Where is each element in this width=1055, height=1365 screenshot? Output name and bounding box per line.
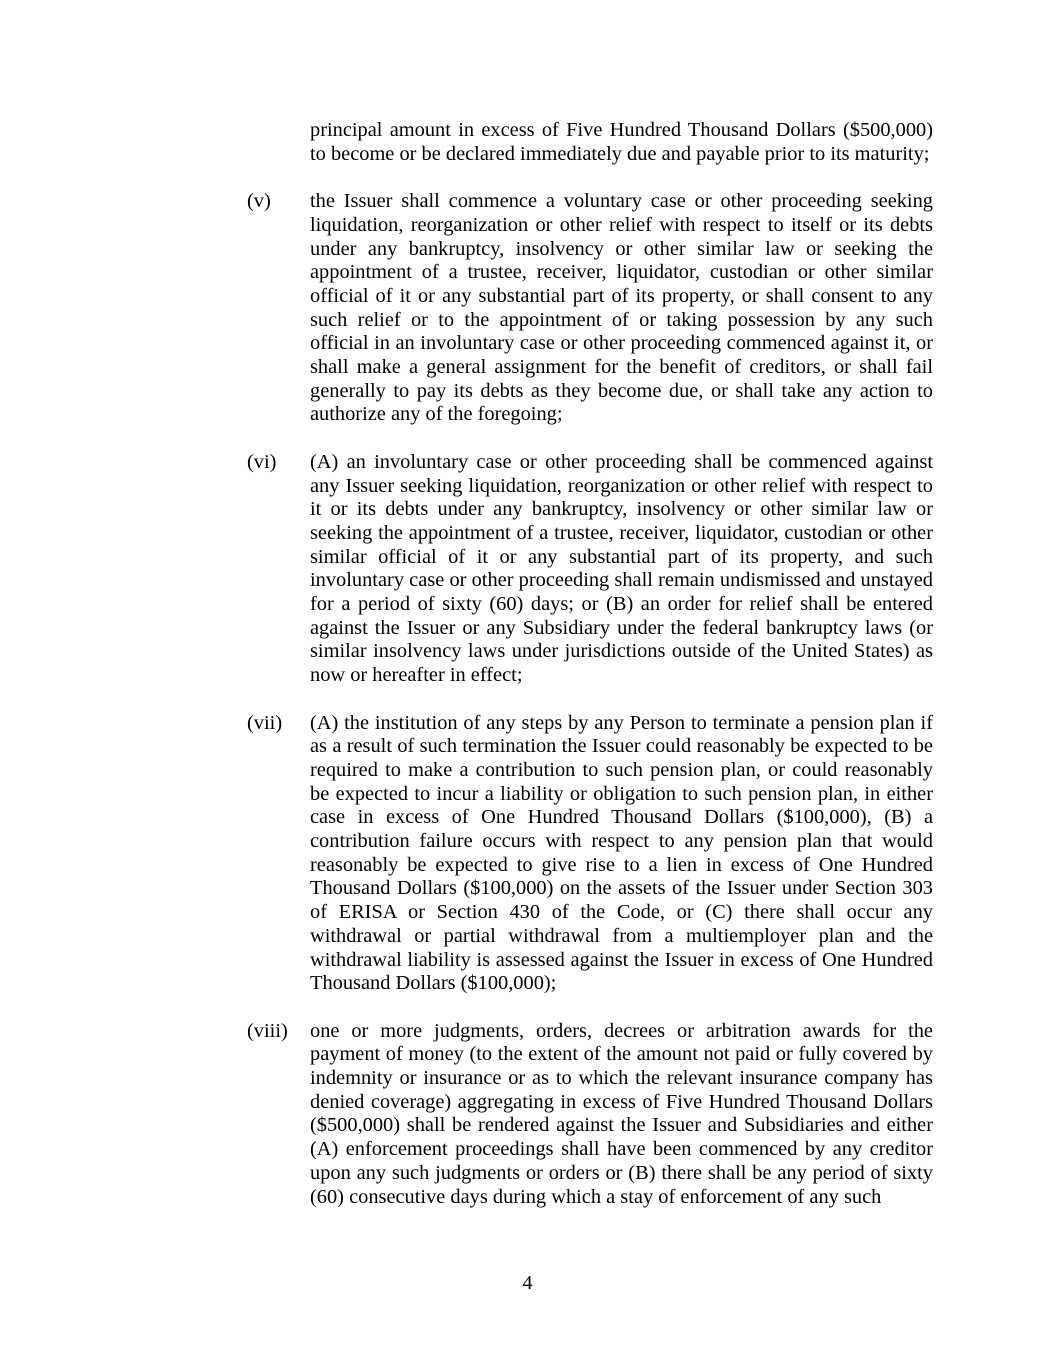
clause-v-marker: (v) — [247, 190, 271, 213]
clause-vi — [247, 450, 933, 688]
clause-viii-text: one or more judgments, orders, decrees or arbitration awards for the payment of money (to the extent of the amount not paid or fully covered by indemnity or insurance or as to which the relevant insurance company has denied coverage) aggregating in excess of Five Hundred Thousand Dollars ($500,000) shall be rendered against the Issuer and Subsidiaries and either (A) enforcement proceedings shall have been commenced by any creditor upon any such judgments or orders or (B) there shall be any period of sixty (60) consecutive days during which a stay of enforcement of any such — [310, 1019, 933, 1208]
document-body — [247, 119, 933, 1209]
clause-vii-marker: (vii) — [247, 711, 283, 734]
clause-viii-marker: (viii) — [247, 1019, 288, 1042]
clause-vi-text: (A) an involuntary case or other proceeding shall be commenced against any Issuer seeking liquidation, reorganization or other relief with respect to it or its debts under any bankruptcy, insolvency or other similar law or seeking the appointment of a trustee, receiver, liquidator, custodian or other similar official of it or any substantial part of its property, and such involuntary case or other proceeding shall remain undismissed and unstayed for a period of sixty (60) days; or (B) an order for relief shall be entered against the Issuer or any Subsidiary under the federal bankruptcy laws (or similar insolvency laws under jurisdictions outside of the United States) as now or hereafter in effect; — [310, 450, 933, 687]
clause-vii-text: (A) the institution of any steps by any Person to terminate a pension plan if as a result of such termination the Issuer could reasonably be expected to be required to make a contribution to such pension plan, or could reasonably be expected to incur a liability or obligation to such pension plan, in either case in excess of One Hundred Thousand Dollars ($100,000), (B) a contribution failure occurs with respect to any pension plan that would reasonably be expected to give rise to a lien in excess of One Hundred Thousand Dollars ($100,000) on the assets of the Issuer under Section 303 of ERISA or Section 430 of the Code, or (C) there shall occur any withdrawal or partial withdrawal from a multiemployer plan and the withdrawal liability is assessed against the Issuer in excess of One Hundred Thousand Dollars ($100,000); — [310, 711, 933, 995]
clause-v-text: the Issuer shall commence a voluntary case or other proceeding seeking liquidation, reorganization or other relief with respect to itself or its debts under any bankruptcy, insolvency or other similar law or seeking the appointment of a trustee, receiver, liquidator, custodian or other similar official of it or any substantial part of its property, or shall consent to any such relief or to the appointment of or taking possession by any such official in an involuntary case or other proceeding commenced against it, or shall make a general assignment for the benefit of creditors, or shall fail generally to pay its debts as they become due, or shall take any action to authorize any of the foregoing; — [310, 190, 933, 426]
clause-v — [247, 190, 933, 427]
clause-viii — [247, 1019, 933, 1210]
clause-vii — [247, 711, 933, 996]
clause-vi-marker: (vi) — [247, 450, 277, 473]
page-number: 4 — [522, 1272, 533, 1294]
paragraph-continuation: principal amount in excess of Five Hundred Thousand Dollars ($500,000) to become or be declared immediately due and payable prior to its maturity; — [310, 119, 933, 165]
